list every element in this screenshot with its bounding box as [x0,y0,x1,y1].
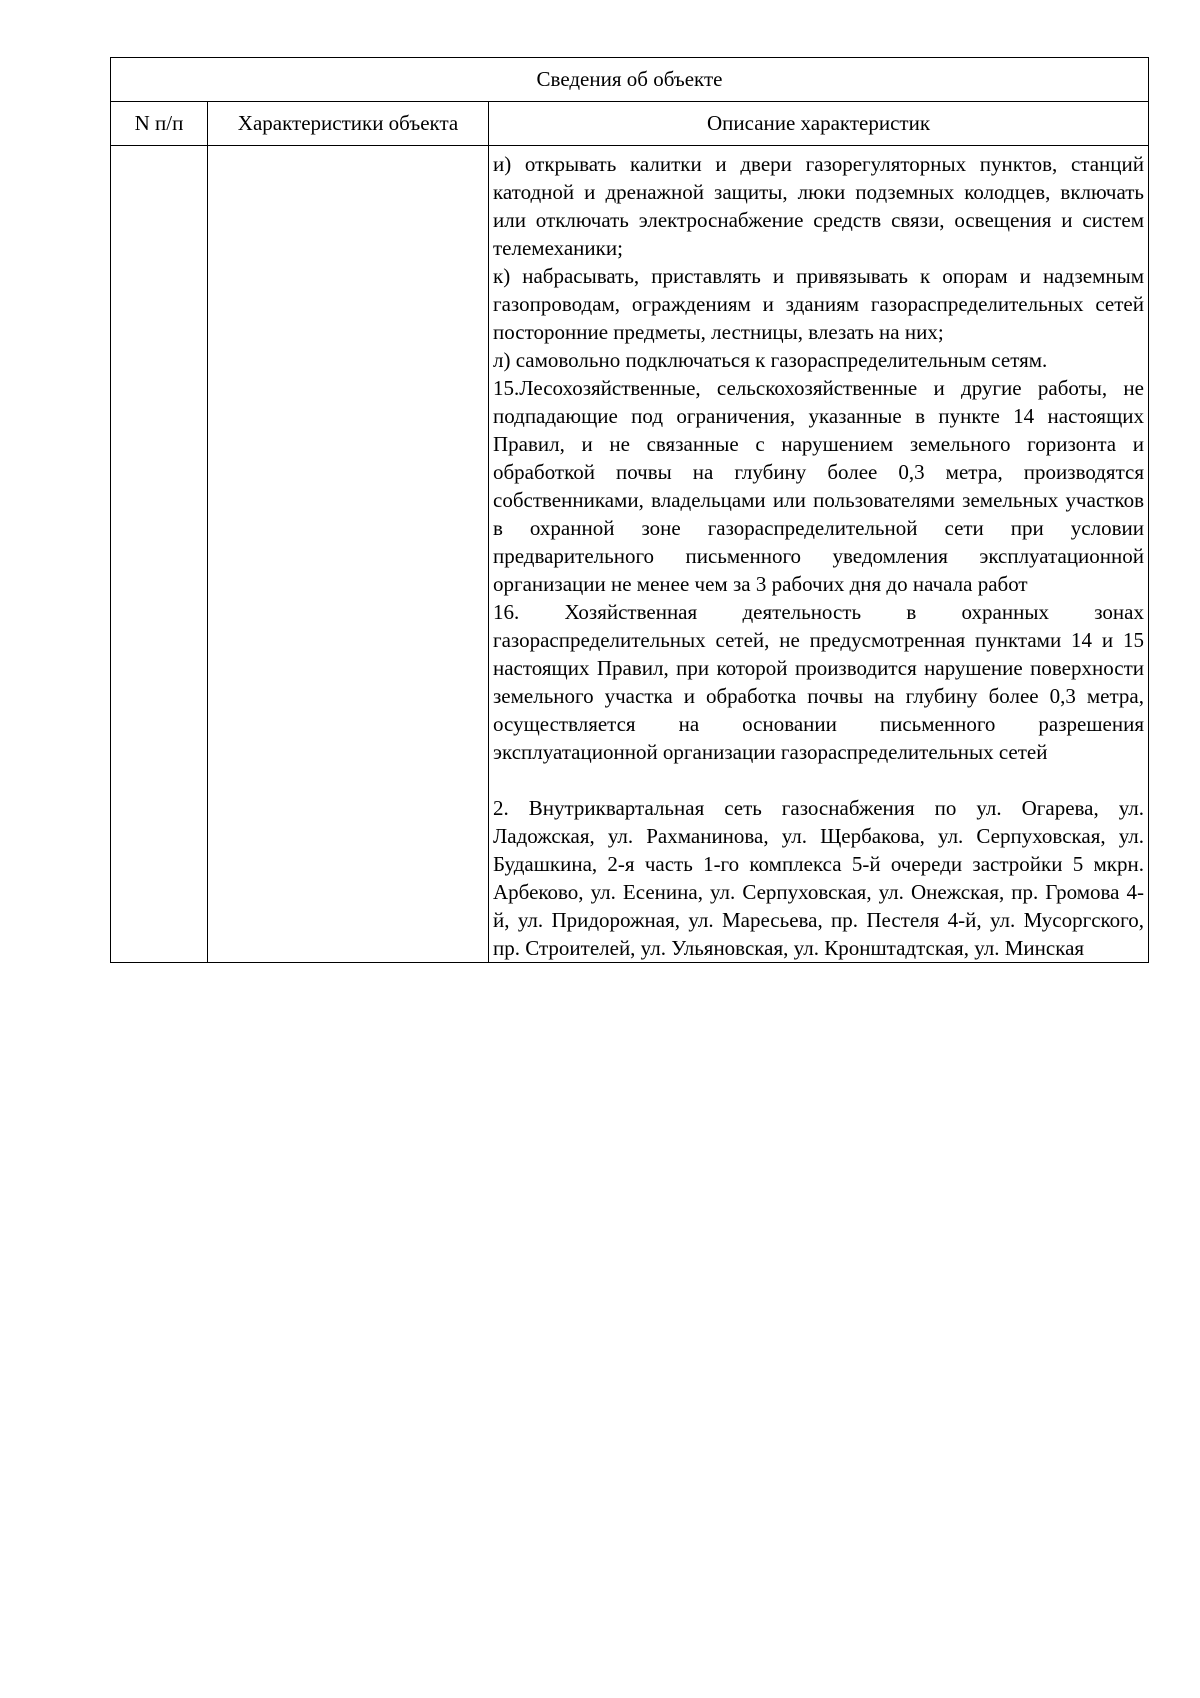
description-paragraph-k: к) набрасывать, приставлять и привязывать к опорам и надземным газопроводам, ограждениям и зданиям газораспределительных сетей посторонние предметы, лестницы, влезать на них; [493,264,1144,344]
table-title: Сведения об объекте [111,58,1149,102]
header-description: Описание характеристик [489,102,1149,146]
object-info-table [110,57,1149,963]
row-number-cell [111,146,208,963]
header-characteristics: Характеристики объекта [208,102,489,146]
row-description-cell [489,146,1149,963]
description-paragraph-16: 16. Хозяйственная деятельность в охранных зонах газораспределительных сетей, не предусмотренная пунктами 14 и 15 настоящих Правил, при которой производится нарушение поверхности земельного участка и обработка почвы на глубину более 0,3 метра, осуществляется на основании письменного разрешения эксплуатационной организации газораспределительных сетей [493,600,1144,764]
header-number: N п/п [111,102,208,146]
description-paragraph-i: и) открывать калитки и двери газорегуляторных пунктов, станций катодной и дренажной защиты, люки подземных колодцев, включать или отключать электроснабжение средств связи, освещения и систем телемеханики; [493,152,1144,260]
description-paragraph-15: 15.Лесохозяйственные, сельскохозяйственные и другие работы, не подпадающие под ограничения, указанные в пункте 14 настоящих Правил, и не связанные с нарушением земельного горизонта и обработкой почвы на глубину более 0,3 метра, производятся собственниками, владельцами или пользователями земельных участков в охранной зоне газораспределительной сети при условии предварительного письменного уведомления эксплуатационной организации не менее чем за 3 рабочих дня до начала работ [493,376,1144,596]
row-characteristics-cell [208,146,489,963]
table-header-row [111,102,1149,146]
paragraph-spacer [493,766,1144,794]
description-paragraph-network-2: 2. Внутриквартальная сеть газоснабжения по ул. Огарева, ул. Ладожская, ул. Рахманинова, ул. Щербакова, ул. Серпуховская, ул. Будашкина, 2-я часть 1-го комплекса 5-й очереди застройки 5 мкрн. Арбеково, ул. Есенина, ул. Серпуховская, ул. Онежская, пр. Громова 4-й, ул. Придорожная, ул. Маресьева, пр. Пестеля 4-й, ул. Мусоргского, пр. Строителей, ул. Ульяновская, ул. Кронштадтская, ул. Минская [493,796,1144,960]
description-paragraph-l: л) самовольно подключаться к газораспределительным сетям. [493,348,1048,372]
table-title-row [111,58,1149,102]
table-row [111,146,1149,963]
